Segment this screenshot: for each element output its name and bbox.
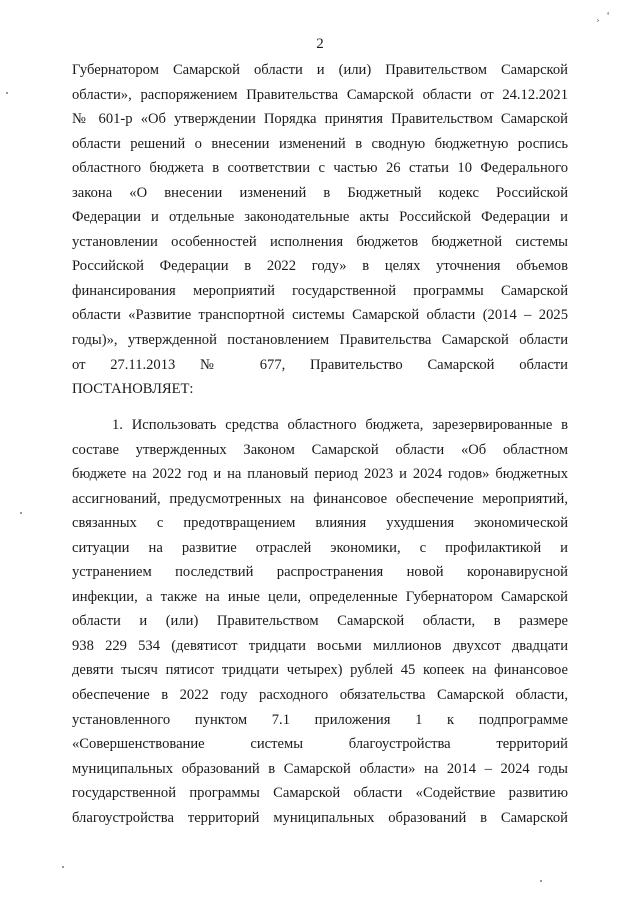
text-line: инфекции, а также на иные цели, определенные Губернатором Самарской <box>72 588 568 605</box>
text-line: 1. Использовать средства областного бюджета, зарезервированные в <box>112 417 568 433</box>
text-line: установленного пунктом 7.1 приложения 1 к подпрограмме <box>72 711 568 728</box>
scan-speck <box>540 880 542 882</box>
text-line: обеспечение в 2022 году расходного обязательства Самарской области, <box>72 687 568 704</box>
text-line: Федерации и отдельные законодательные акты Российской Федерации и <box>72 209 568 226</box>
text-line: 938 229 534 (девятисот тридцати восьми миллионов двухсот двадцати <box>72 637 568 654</box>
text-line: области», распоряжением Правительства Самарской области от 24.12.2021 <box>72 86 568 103</box>
text-line: областного бюджета в соответствии с частью 26 статьи 10 Федерального <box>72 160 568 177</box>
text-line: бюджете на 2022 год и на плановый период 2023 и 2024 годов» бюджетных <box>72 466 568 483</box>
text-line: финансирования мероприятий государственной программы Самарской <box>72 282 568 299</box>
text-line: от 27.11.2013 № 677, Правительство Самарской области <box>72 356 568 373</box>
text-line: Губернатором Самарской области и (или) Правительством Самарской <box>72 62 568 78</box>
text-line: государственной программы Самарской области «Содействие развитию <box>72 785 568 802</box>
text-line: закона «О внесении изменений в Бюджетный кодекс Российской <box>72 184 568 201</box>
text-line: области «Развитие транспортной системы Самарской области (2014 – 2025 <box>72 307 568 324</box>
text-line: устранением последствий распространения новой коронавирусной <box>72 564 568 581</box>
text-line: годы)», утвержденной постановлением Правительства Самарской области <box>72 332 568 349</box>
text-line: благоустройства территорий муниципальных образований в Самарской <box>72 809 568 826</box>
text-line: области решений о внесении изменений в сводную бюджетную роспись <box>72 135 568 152</box>
text-line: составе утвержденных Законом Самарской области «Об областном <box>72 441 568 458</box>
text-line: «Совершенствование системы благоустройства территорий <box>72 736 568 753</box>
resolution-keyword: ПОСТАНОВЛЯЕТ: <box>72 381 194 398</box>
text-line: ассигнований, предусмотренных на финансовое обеспечение мероприятий, <box>72 490 568 507</box>
text-line: муниципальных образований в Самарской области» на 2014 – 2024 годы <box>72 760 568 777</box>
text-line: ситуации на развитие отраслей экономики, с профилактикой и <box>72 539 568 556</box>
page-number: 2 <box>316 36 324 52</box>
corner-mark: ¸ ‘ <box>596 10 613 22</box>
scan-speck <box>6 92 8 94</box>
text-line: установлении особенностей исполнения бюджетов бюджетной системы <box>72 233 568 250</box>
text-block-preamble <box>72 58 568 402</box>
text-line: связанных с предотвращением влияния ухудшения экономической <box>72 515 568 532</box>
text-line: девяти тысяч пятисот тридцати четырех) рублей 45 копеек на финансовое <box>72 662 568 679</box>
scan-speck <box>20 512 22 514</box>
text-line: № 601-р «Об утверждении Порядка принятия Правительством Самарской <box>72 111 568 128</box>
scan-speck <box>62 866 64 868</box>
text-block-item-1 <box>72 413 568 830</box>
text-line: области и (или) Правительством Самарской области, в размере <box>72 613 568 630</box>
text-line: Российской Федерации в 2022 году» в целях уточнения объемов <box>72 258 568 275</box>
